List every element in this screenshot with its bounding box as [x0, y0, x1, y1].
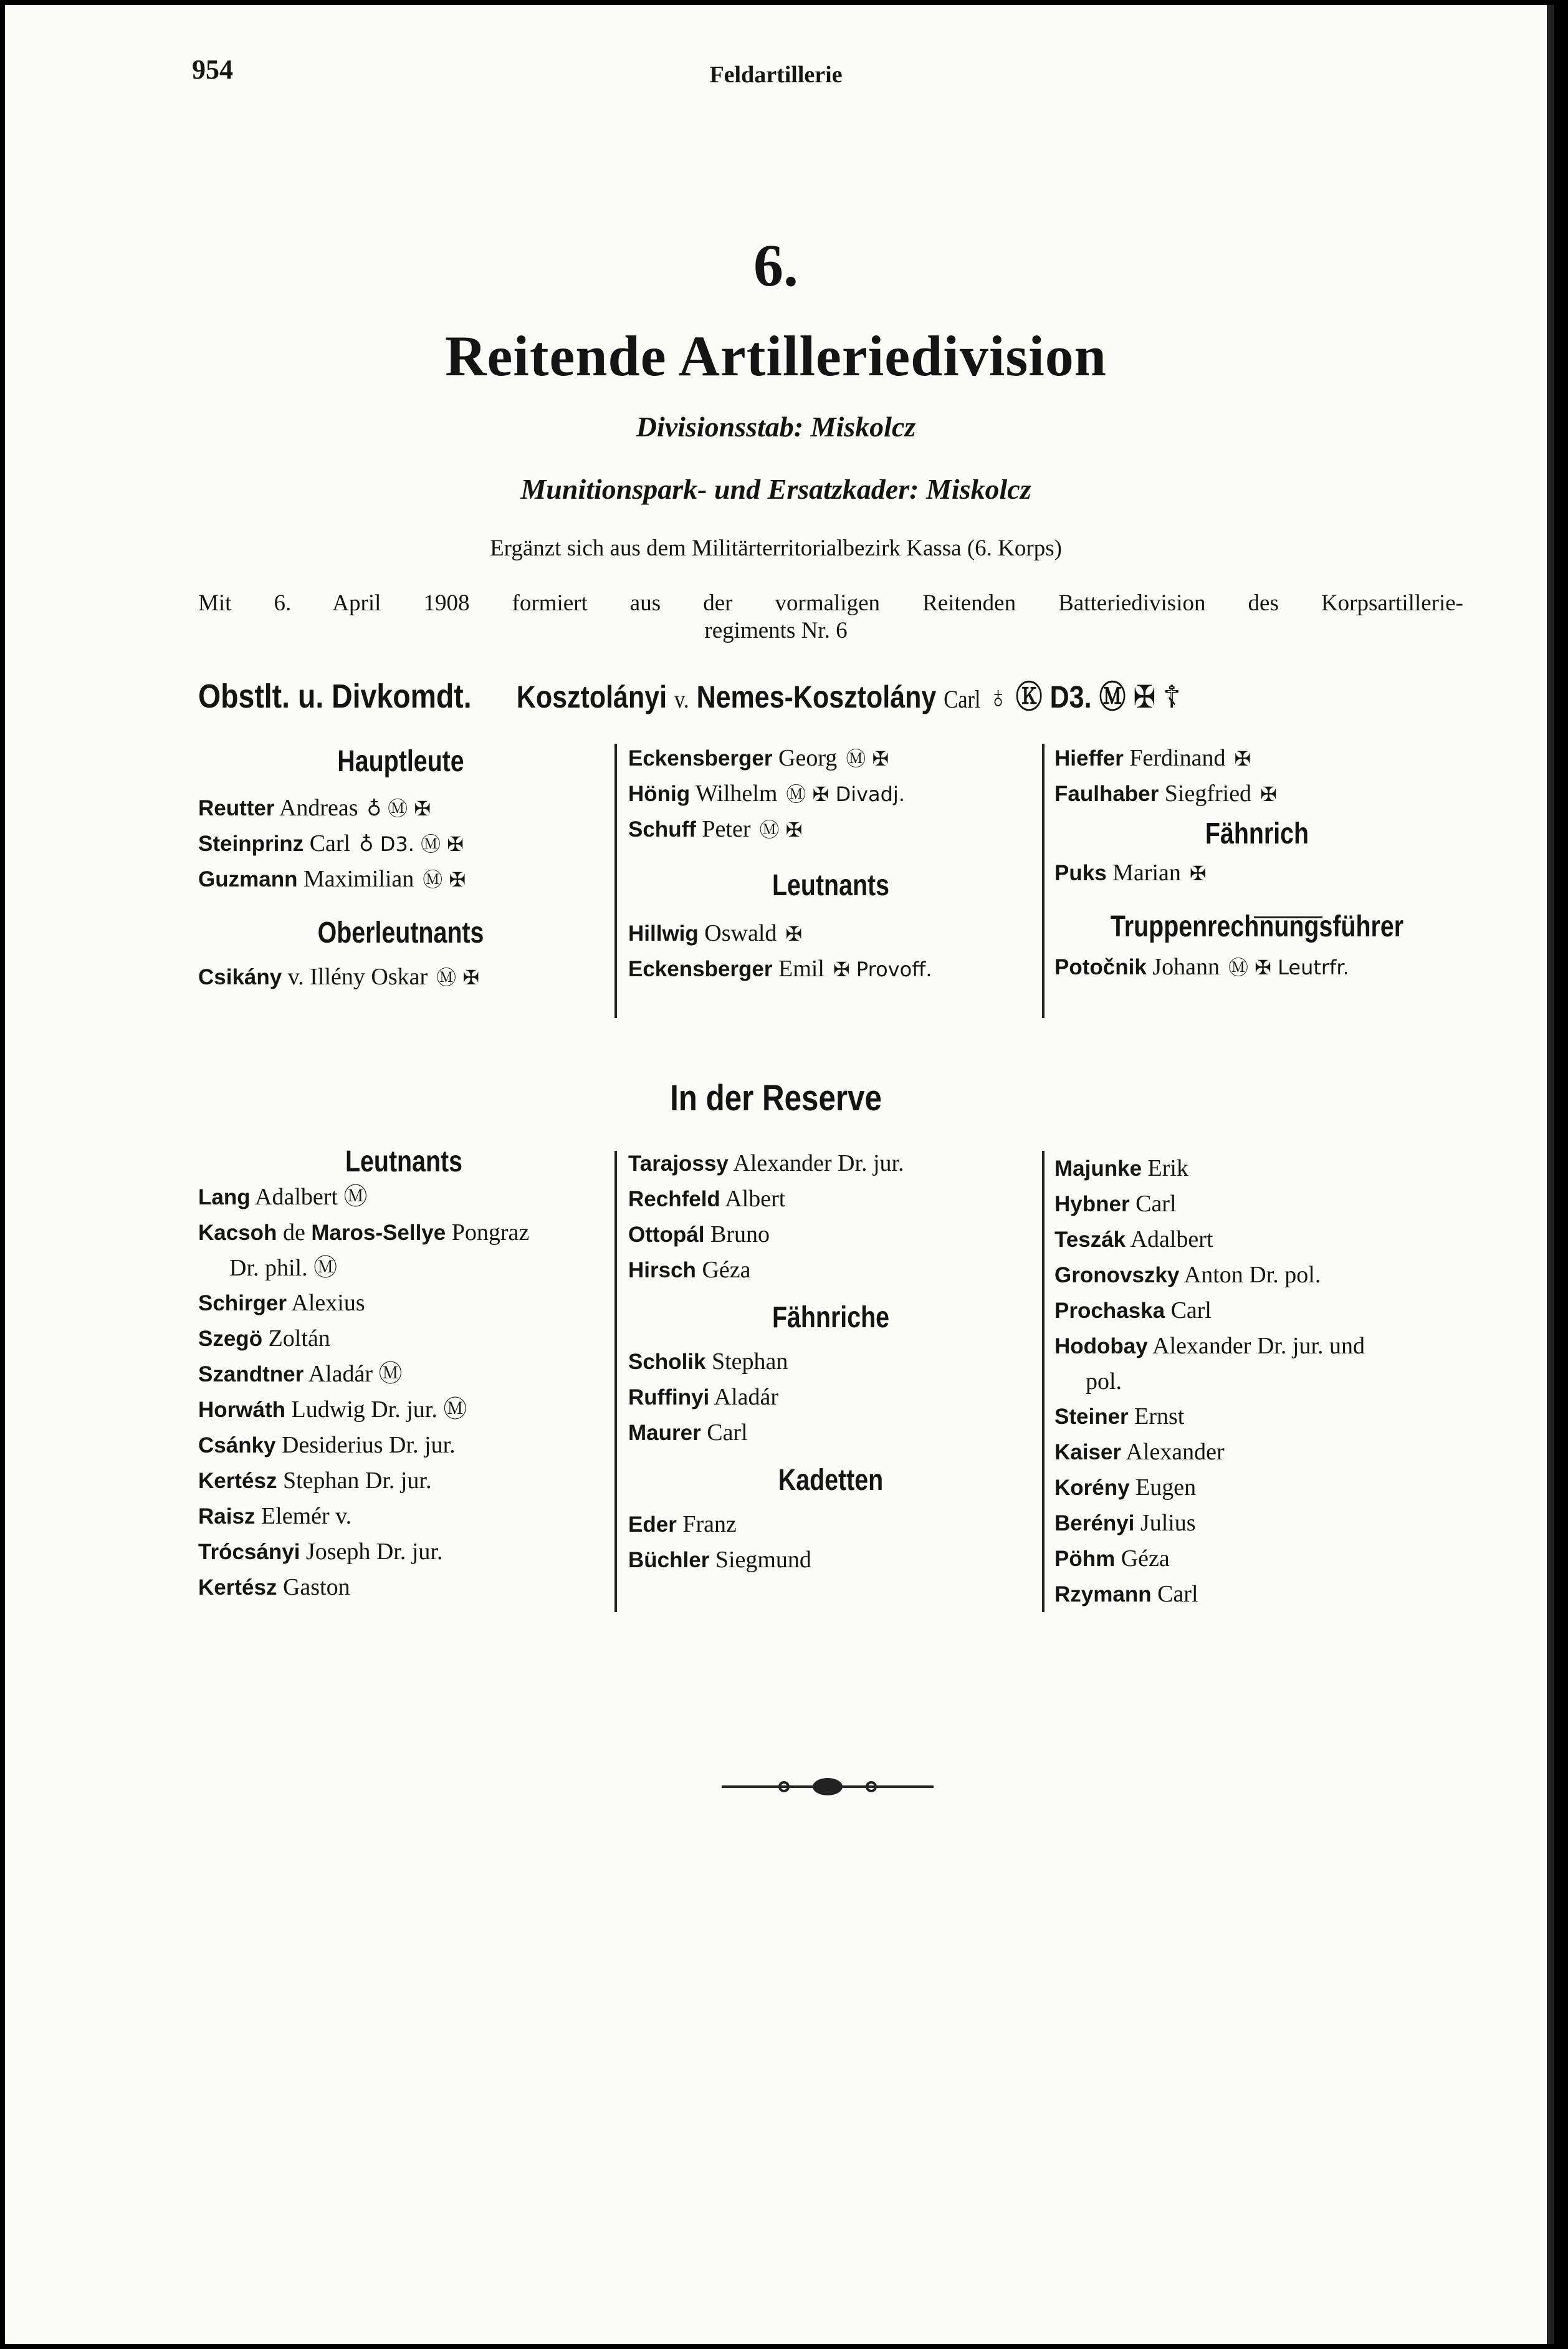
commander-name: Kosztolányi — [516, 680, 667, 714]
list-item: Schirger Alexius — [198, 1290, 365, 1316]
list-item: Prochaska Carl — [1054, 1297, 1212, 1323]
list-item: Rzymann Carl — [1054, 1581, 1198, 1607]
list-item: Teszák Adalbert — [1054, 1226, 1213, 1252]
list-item: Steinprinz Carl ♁ D3. Ⓜ ✠ — [198, 830, 464, 857]
heading-faehnriche: Fähnriche — [772, 1301, 890, 1334]
reserve-col-3 — [1054, 1151, 1466, 1612]
list-item: Ruffinyi Aladár — [628, 1384, 779, 1410]
reserve-col-2 — [628, 1146, 1033, 1578]
list-item: Szandtner Aladár Ⓜ — [198, 1361, 403, 1387]
list-item: Lang Adalbert Ⓜ — [198, 1184, 368, 1210]
list-item: Dr. phil. Ⓜ — [229, 1255, 338, 1281]
list-item: Faulhaber Siegfried ✠ — [1054, 781, 1277, 807]
commander-name-2: Nemes-Kosztolány — [696, 680, 937, 714]
list-item: Csánky Desiderius Dr. jur. — [198, 1432, 456, 1458]
list-item: Kacsoh de Maros-Sellye Pongraz — [198, 1219, 530, 1246]
heading-leutnants: Leutnants — [772, 869, 890, 902]
list-item: Hönig Wilhelm Ⓜ ✠ Divadj. — [628, 781, 906, 807]
section-title: Reitende Artilleriedivision — [445, 324, 1107, 388]
list-item: Majunke Erik — [1054, 1155, 1188, 1181]
list-item: Kaiser Alexander — [1054, 1439, 1225, 1465]
commander-given: Carl — [944, 685, 981, 713]
heading-faehnrich: Fähnrich — [1205, 817, 1309, 850]
division-staff: Divisionsstab: Miskolcz — [636, 411, 916, 443]
list-item: Rechfeld Albert — [628, 1186, 786, 1212]
reserve-col-1 — [198, 1145, 610, 1605]
formation-line-1: Mit 6. April 1908 formiert aus der vormaligen Reitenden Batteriedivision des Korpsartillerie- — [198, 590, 1463, 616]
list-item: Schuff Peter Ⓜ ✠ — [628, 816, 803, 842]
list-item: Eckensberger Emil ✠ Provoff. — [628, 956, 932, 982]
heading-hauptleute: Hauptleute — [337, 745, 464, 778]
page-number: 954 — [192, 54, 233, 85]
list-item: Hodobay Alexander Dr. jur. und — [1054, 1333, 1365, 1359]
list-item: Hybner Carl — [1054, 1191, 1177, 1217]
column-divider — [1042, 1151, 1045, 1612]
list-item: Trócsányi Joseph Dr. jur. — [198, 1539, 443, 1565]
heading-kadetten: Kadetten — [778, 1464, 884, 1497]
list-item: Horwáth Ludwig Dr. jur. Ⓜ — [198, 1396, 467, 1423]
recruitment-line: Ergänzt sich aus dem Militärterritorialbezirk Kassa (6. Korps) — [490, 536, 1062, 561]
list-item: Potočnik Johann Ⓜ ✠ Leutrfr. — [1054, 954, 1349, 980]
heading-reserve-leutnants: Leutnants — [345, 1145, 463, 1178]
list-item: Steiner Ernst — [1054, 1403, 1185, 1429]
munitions-park: Munitionspark- und Ersatzkader: Miskolcz — [520, 473, 1031, 505]
list-item: Büchler Siegmund — [628, 1547, 811, 1573]
section-number: 6. — [753, 232, 798, 299]
reserve-title: In der Reserve — [670, 1078, 882, 1118]
active-col-3 — [1054, 741, 1460, 985]
list-item: Eder Franz — [628, 1511, 737, 1537]
list-item: Kertész Stephan Dr. jur. — [198, 1468, 432, 1494]
list-item: Berényi Julius — [1054, 1510, 1196, 1536]
formation-line-2: regiments Nr. 6 — [704, 618, 848, 643]
commander-rank: Obstlt. u. Divkomdt. — [198, 678, 472, 715]
heading-truppenrechnungsfuehrer: Truppenrechnungsführer — [1110, 910, 1404, 943]
commander-decorations: ♁ Ⓚ D3. Ⓜ ✠ ☦ — [988, 680, 1181, 714]
list-item: Hillwig Oswald ✠ — [628, 920, 803, 946]
list-item: Tarajossy Alexander Dr. jur. — [628, 1150, 904, 1176]
list-item: Pöhm Géza — [1054, 1545, 1170, 1572]
list-item: Hirsch Géza — [628, 1257, 751, 1283]
list-item: Kertész Gaston — [198, 1574, 350, 1600]
list-item: Guzmann Maximilian Ⓜ ✠ — [198, 866, 466, 892]
list-item: Hieffer Ferdinand ✠ — [1054, 745, 1251, 771]
list-item: Puks Marian ✠ — [1054, 860, 1207, 886]
list-item: Reutter Andreas ♁ Ⓜ ✠ — [198, 795, 431, 821]
list-item: Ottopál Bruno — [628, 1221, 770, 1247]
active-col-1 — [198, 741, 603, 995]
list-item: Raisz Elemér v. — [198, 1503, 352, 1529]
end-ornament — [722, 1774, 934, 1799]
list-item: Gronovszky Anton Dr. pol. — [1054, 1262, 1321, 1288]
page — [5, 5, 1554, 2344]
list-item: Csikány v. Illény Oskar Ⓜ ✠ — [198, 964, 480, 990]
list-item: Szegö Zoltán — [198, 1325, 330, 1352]
list-item: Scholik Stephan — [628, 1348, 788, 1375]
column-divider — [614, 1151, 617, 1612]
list-item: pol. — [1086, 1368, 1122, 1395]
list-item: Maurer Carl — [628, 1419, 748, 1446]
list-item: Korény Eugen — [1054, 1474, 1197, 1501]
column-divider — [1042, 744, 1045, 1018]
heading-oberleutnants: Oberleutnants — [317, 916, 484, 949]
list-item: Eckensberger Georg Ⓜ ✠ — [628, 745, 889, 771]
column-divider — [614, 744, 617, 1018]
active-col-2 — [628, 741, 1033, 987]
commander-line — [198, 672, 1286, 717]
running-title: Feldartillerie — [709, 62, 843, 88]
commander-particle: v. — [674, 685, 689, 713]
